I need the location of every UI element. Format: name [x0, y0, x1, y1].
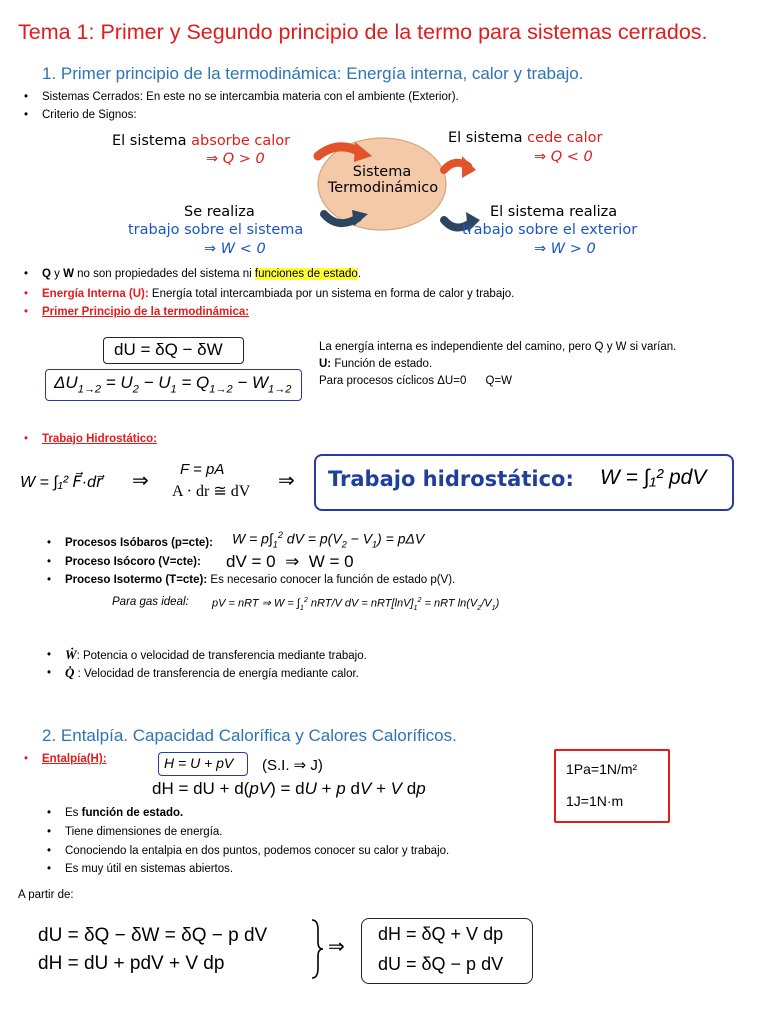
diagram-work-done-label: Se realiza [184, 204, 255, 220]
bullet-energy-dimensions: • Tiene dimensiones de energía. [47, 826, 223, 838]
eq-ideal-gas: pV = nRT ⇒ $W = \int_1^2$ nRT/V dV = $nRT[\ln V]_1^2$ = nRT $\ln(V_2/V_1)$ [212, 596, 500, 612]
diagram-system-does-work: El sistema realiza [490, 204, 618, 220]
eq-f-pa: F = pA [180, 461, 225, 478]
diagram-absorbs-heat: El sistema absorbe calor [112, 133, 291, 149]
page-title: Tema 1: Primer y Segundo principio de la termo para sistemas cerrados. [18, 20, 708, 44]
eq-left-1: dU = δQ − δW = δQ − p dV [38, 925, 268, 946]
bullet-closed-systems: • Sistemas Cerrados: En este no se intercambia materia con el ambiente (Exterior). [24, 91, 459, 103]
bullet-isobaric: • Procesos Isóbaros (p=cte): [47, 537, 213, 549]
implies-arrow-1: ⇒ [132, 470, 149, 492]
units-pascal: 1Pa=1N/m² [566, 761, 638, 777]
bullet-two-points: • Conociendo la entalpia en dos puntos, podemos conocer su calor y trabajo. [47, 845, 450, 857]
eq-right-2: dU = δQ − p dV [378, 954, 504, 974]
hydrostatic-work-eq: W = ∫₁² pdV [600, 466, 707, 489]
eq-left-2: dH = dU + pdV + V dp [38, 953, 225, 974]
eq-w-integral-force: W = ∫₁² F⃗·dr⃗ [20, 474, 103, 491]
diagram-q-negative: ⇒ Q < 0 [534, 149, 593, 165]
from-label: A partir de: [18, 889, 74, 901]
eq-dh: dH = dU + d(pV) = dU + p dV + V dp [152, 779, 426, 798]
bullet-hydrostatic-work: • Trabajo Hidrostático: [24, 433, 158, 445]
diagram-q-positive: ⇒ Q > 0 [206, 151, 265, 167]
units-joule: 1J=1N·m [566, 793, 624, 809]
bullet-state-function: • Es función de estado. [47, 807, 184, 819]
note-path-independence: La energía interna es independiente del camino, pero Q y W si varían. [319, 341, 677, 353]
eq-delta-u: $\Delta U_{1\to 2} = U_2 - U_1 = Q_{1\to 2} - W_{1\to 2}$ [54, 373, 292, 396]
eq-du: dU = δQ − δW [114, 340, 223, 359]
eq-h: H = U + pV [164, 755, 234, 771]
bullet-enthalpy: • Entalpía(H): [24, 753, 107, 765]
diagram-work-on-exterior: trabajo sobre el exterior [462, 222, 638, 238]
bullet-sign-criteria: • Criterio de Signos: [24, 109, 137, 121]
note-cyclic: Para procesos cíclicos ΔU=0 Q=W [319, 375, 513, 387]
section-2-heading: 2. Entalpía. Capacidad Calorífica y Calores Caloríficos. [42, 726, 457, 745]
diagram-w-positive: ⇒ W > 0 [534, 241, 596, 257]
diagram-center-line2: Termodinámico [327, 180, 439, 196]
implies-arrow-3: ⇒ [328, 936, 345, 958]
bullet-heat-rate: • Q̇ : Velocidad de transferencia de energía mediante calor. [47, 665, 359, 680]
diagram-work-on-system: trabajo sobre el sistema [128, 222, 304, 238]
bullet-isochoric: • Proceso Isócoro (V=cte): [47, 556, 201, 568]
diagram-center-line1: Sistema [352, 164, 412, 180]
eq-right-1: dH = δQ + V dp [378, 924, 504, 944]
bullet-q-w-not-state-functions: • Q y W no son propiedades del sistema ni funciones de estado. [24, 268, 362, 280]
si-note: (S.I. ⇒ J) [262, 757, 323, 774]
bullet-isothermal: • Proceso Isotermo (T=cte): Es necesario conocer la función de estado p(V). [47, 574, 456, 586]
eq-a-dr: A · dr ≅ dV [172, 483, 251, 500]
bullet-first-principle: • Primer Principio de la termodinámica: [24, 306, 250, 318]
bullet-work-rate: • Ẇ: Potencia o velocidad de transferencia mediante trabajo. [47, 647, 367, 662]
hydrostatic-work-label: Trabajo hidrostático: [328, 467, 574, 491]
bullet-internal-energy: • Energía Interna (U): Energía total intercambiada por un sistema en forma de calor y trabajo. [24, 288, 515, 300]
bullet-open-systems: • Es muy útil en sistemas abiertos. [47, 863, 234, 875]
implies-arrow-2: ⇒ [278, 470, 295, 492]
eq-isochoric: dV = 0 ⇒ W = 0 [226, 552, 354, 571]
section-1-heading: 1. Primer principio de la termodinámica: Energía interna, calor y trabajo. [42, 64, 584, 83]
diagram-w-negative: ⇒ W < 0 [204, 241, 266, 257]
eq-isobaric: $W = p\int_1^2$ dV = $p(V_2 - V_1) = p\Delta V$ [232, 530, 425, 550]
note-state-function: U: Función de estado. [319, 358, 433, 370]
ideal-gas-label: Para gas ideal: [112, 596, 189, 608]
diagram-releases-heat: El sistema cede calor [448, 130, 603, 146]
right-brace [309, 918, 325, 980]
